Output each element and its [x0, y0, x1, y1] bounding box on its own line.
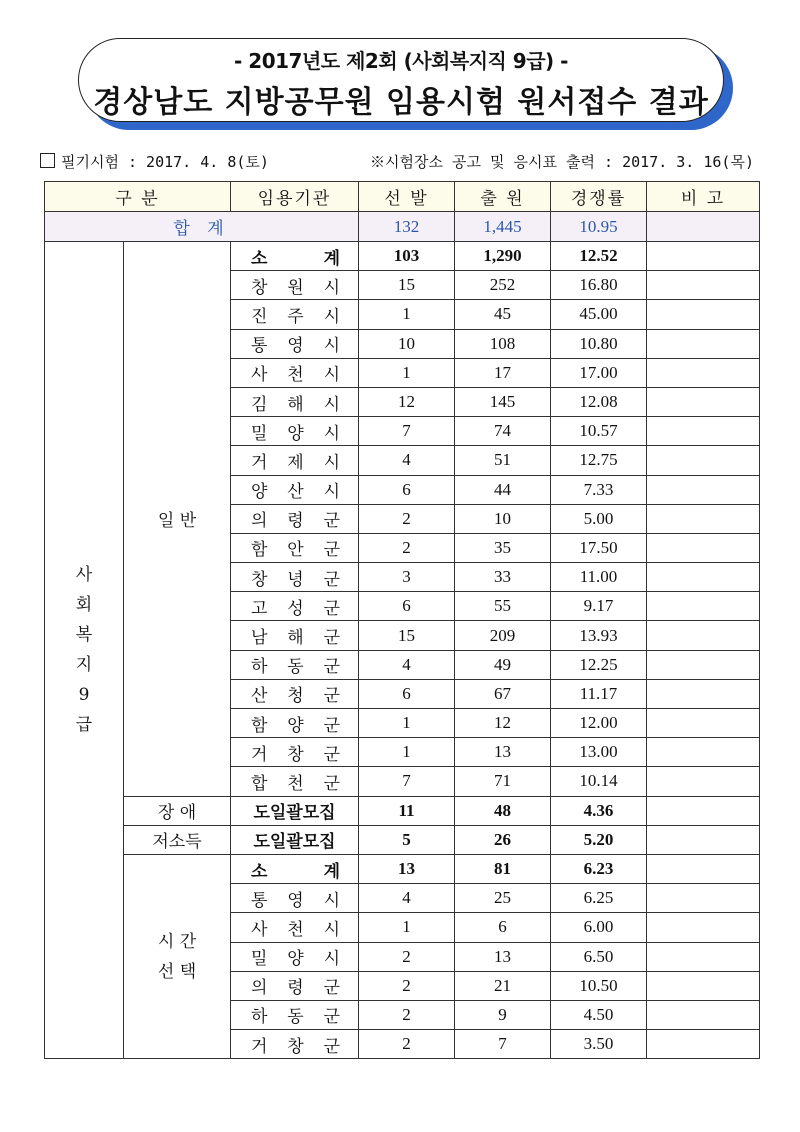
checkbox-icon [40, 153, 55, 168]
selected-cell: 13 [359, 854, 455, 883]
exam-date-info [40, 151, 269, 172]
total-row [45, 212, 760, 242]
total-applied: 1,445 [455, 212, 551, 242]
category-cell [45, 242, 124, 1059]
agency-cell [231, 650, 359, 679]
table-row [45, 825, 760, 854]
rate-cell: 12.52 [551, 242, 647, 271]
selected-cell: 6 [359, 679, 455, 708]
selected-cell: 103 [359, 242, 455, 271]
agency-cell [231, 971, 359, 1000]
selected-cell: 11 [359, 796, 455, 825]
applied-cell: 44 [455, 475, 551, 504]
applied-cell: 25 [455, 884, 551, 913]
selected-cell: 1 [359, 300, 455, 329]
selected-cell: 2 [359, 1030, 455, 1059]
agency-cell [231, 300, 359, 329]
remarks-cell [647, 825, 760, 854]
rate-cell: 12.08 [551, 387, 647, 416]
applied-cell: 17 [455, 358, 551, 387]
remarks-cell [647, 329, 760, 358]
agency-cell [231, 475, 359, 504]
agency-cell [231, 592, 359, 621]
applied-cell: 209 [455, 621, 551, 650]
group-parttime-line1: 시 간 [157, 931, 197, 952]
agency-cell [231, 884, 359, 913]
agency-cell: 도일괄모집 [231, 796, 359, 825]
rate-cell: 7.33 [551, 475, 647, 504]
remarks-cell [647, 650, 760, 679]
applied-cell: 13 [455, 942, 551, 971]
applied-cell: 33 [455, 563, 551, 592]
agency-name: 양 산 시 [251, 482, 340, 503]
remarks-cell [647, 621, 760, 650]
header-selected: 선 발 [359, 182, 455, 212]
group-parttime [124, 854, 231, 1058]
rate-cell: 6.00 [551, 913, 647, 942]
rate-cell: 9.17 [551, 592, 647, 621]
applied-cell: 26 [455, 825, 551, 854]
selected-cell: 6 [359, 592, 455, 621]
applied-cell: 71 [455, 767, 551, 796]
rate-cell: 11.00 [551, 563, 647, 592]
selected-cell: 1 [359, 709, 455, 738]
selected-cell: 4 [359, 884, 455, 913]
rate-cell: 17.50 [551, 533, 647, 562]
page-title: 경상남도 지방공무원 임용시험 원서접수 결과 [93, 85, 709, 120]
applied-cell: 35 [455, 533, 551, 562]
remarks-cell [647, 417, 760, 446]
agency-name: 밀 양 시 [251, 949, 340, 970]
agency-name: 고 성 군 [251, 598, 340, 619]
rate-cell: 17.00 [551, 358, 647, 387]
rate-cell: 45.00 [551, 300, 647, 329]
selected-cell: 15 [359, 621, 455, 650]
total-rate: 10.95 [551, 212, 647, 242]
selected-cell: 7 [359, 417, 455, 446]
applied-cell: 108 [455, 329, 551, 358]
agency-name: 진 주 시 [251, 306, 340, 327]
applied-cell: 21 [455, 971, 551, 1000]
remarks-cell [647, 533, 760, 562]
rate-cell: 10.14 [551, 767, 647, 796]
remarks-cell [647, 738, 760, 767]
title-subtitle: - 2017년도 제2회 (사회복지직 9급) - [234, 49, 568, 73]
selected-cell: 1 [359, 738, 455, 767]
agency-name: 함 양 군 [251, 715, 340, 736]
rate-cell: 6.50 [551, 942, 647, 971]
applied-cell: 51 [455, 446, 551, 475]
total-remarks [647, 212, 760, 242]
selected-cell: 2 [359, 504, 455, 533]
selected-cell: 6 [359, 475, 455, 504]
rate-cell: 16.80 [551, 271, 647, 300]
rate-cell: 4.36 [551, 796, 647, 825]
applied-cell: 12 [455, 709, 551, 738]
rate-cell: 5.20 [551, 825, 647, 854]
rate-cell: 13.00 [551, 738, 647, 767]
rate-cell: 6.23 [551, 854, 647, 883]
agency-cell [231, 358, 359, 387]
agency-cell [231, 329, 359, 358]
applied-cell: 7 [455, 1030, 551, 1059]
selected-cell: 2 [359, 971, 455, 1000]
remarks-cell [647, 242, 760, 271]
agency-cell [231, 738, 359, 767]
applied-cell: 1,290 [455, 242, 551, 271]
applied-cell: 81 [455, 854, 551, 883]
total-label: 합 계 [45, 212, 359, 242]
remarks-cell [647, 592, 760, 621]
header-category: 구 분 [45, 182, 231, 212]
remarks-cell [647, 563, 760, 592]
agency-cell [231, 563, 359, 592]
remarks-cell [647, 504, 760, 533]
remarks-cell [647, 271, 760, 300]
selected-cell: 2 [359, 942, 455, 971]
agency-name: 사 천 시 [251, 919, 340, 940]
applied-cell: 67 [455, 679, 551, 708]
rate-cell: 10.50 [551, 971, 647, 1000]
table-row [45, 796, 760, 825]
group-general: 일 반 [124, 242, 231, 797]
exam-date-text: 필기시험 : 2017. 4. 8(토) [61, 153, 269, 171]
header-agency: 임용기관 [231, 182, 359, 212]
selected-cell: 15 [359, 271, 455, 300]
remarks-cell [647, 884, 760, 913]
selected-cell: 12 [359, 387, 455, 416]
remarks-cell [647, 679, 760, 708]
applied-cell: 145 [455, 387, 551, 416]
remarks-cell [647, 913, 760, 942]
remarks-cell [647, 1030, 760, 1059]
selected-cell: 10 [359, 329, 455, 358]
remarks-cell [647, 709, 760, 738]
selected-cell: 7 [359, 767, 455, 796]
selected-cell: 4 [359, 446, 455, 475]
rate-cell: 4.50 [551, 1000, 647, 1029]
agency-name: 하 동 군 [251, 657, 340, 678]
rate-cell: 5.00 [551, 504, 647, 533]
agency-name: 소 계 [251, 861, 340, 882]
agency-cell [231, 242, 359, 271]
agency-name: 함 안 군 [251, 540, 340, 561]
agency-cell [231, 942, 359, 971]
agency-name: 창 원 시 [251, 277, 340, 298]
selected-cell: 5 [359, 825, 455, 854]
agency-cell [231, 621, 359, 650]
remarks-cell [647, 475, 760, 504]
agency-name: 통 영 시 [251, 336, 340, 357]
agency-name: 밀 양 시 [251, 423, 340, 444]
agency-cell [231, 679, 359, 708]
remarks-cell [647, 1000, 760, 1029]
table-header-row [45, 182, 760, 212]
remarks-cell [647, 387, 760, 416]
group-parttime-line2: 선 택 [157, 961, 197, 982]
agency-cell [231, 854, 359, 883]
header-remarks: 비 고 [647, 182, 760, 212]
applied-cell: 49 [455, 650, 551, 679]
rate-cell: 3.50 [551, 1030, 647, 1059]
applied-cell: 45 [455, 300, 551, 329]
agency-cell [231, 709, 359, 738]
remarks-cell [647, 942, 760, 971]
agency-cell [231, 504, 359, 533]
selected-cell: 1 [359, 913, 455, 942]
selected-cell: 4 [359, 650, 455, 679]
remarks-cell [647, 300, 760, 329]
remarks-cell [647, 358, 760, 387]
agency-name: 하 동 군 [251, 1007, 340, 1028]
table-row [45, 242, 760, 271]
rate-cell: 12.75 [551, 446, 647, 475]
agency-cell [231, 387, 359, 416]
remarks-cell [647, 971, 760, 1000]
remarks-cell [647, 796, 760, 825]
agency-cell [231, 271, 359, 300]
rate-cell: 13.93 [551, 621, 647, 650]
group-lowincome: 저소득 [124, 825, 231, 854]
rate-cell: 11.17 [551, 679, 647, 708]
selected-cell: 1 [359, 358, 455, 387]
agency-name: 창 녕 군 [251, 569, 340, 590]
agency-cell [231, 446, 359, 475]
rate-cell: 12.25 [551, 650, 647, 679]
header-applied: 출 원 [455, 182, 551, 212]
category-label: 사 회 복 지 9 급 [75, 565, 93, 736]
results-table [44, 181, 760, 1059]
table-row [45, 854, 760, 883]
agency-cell [231, 913, 359, 942]
applied-cell: 6 [455, 913, 551, 942]
applied-cell: 13 [455, 738, 551, 767]
group-disabled: 장 애 [124, 796, 231, 825]
agency-cell [231, 533, 359, 562]
applied-cell: 10 [455, 504, 551, 533]
applied-cell: 55 [455, 592, 551, 621]
rate-cell: 6.25 [551, 884, 647, 913]
agency-name: 통 영 시 [251, 890, 340, 911]
agency-name: 김 해 시 [251, 394, 340, 415]
title-banner [78, 38, 724, 122]
rate-cell: 10.80 [551, 329, 647, 358]
header-rate: 경쟁률 [551, 182, 647, 212]
agency-name: 합 천 군 [251, 773, 340, 794]
agency-name: 남 해 군 [251, 628, 340, 649]
agency-name: 거 창 군 [251, 1036, 340, 1057]
remarks-cell [647, 854, 760, 883]
agency-name: 사 천 시 [251, 365, 340, 386]
selected-cell: 2 [359, 533, 455, 562]
agency-cell: 도일괄모집 [231, 825, 359, 854]
agency-name: 의 령 군 [251, 978, 340, 999]
rate-cell: 12.00 [551, 709, 647, 738]
agency-cell [231, 417, 359, 446]
applied-cell: 252 [455, 271, 551, 300]
agency-cell [231, 1030, 359, 1059]
applied-cell: 9 [455, 1000, 551, 1029]
remarks-cell [647, 767, 760, 796]
notice-date-text: ※시험장소 공고 및 응시표 출력 : 2017. 3. 16(목) [370, 153, 754, 171]
agency-cell [231, 1000, 359, 1029]
agency-name: 소 계 [251, 248, 340, 269]
selected-cell: 3 [359, 563, 455, 592]
applied-cell: 74 [455, 417, 551, 446]
agency-cell [231, 767, 359, 796]
agency-name: 거 창 군 [251, 744, 340, 765]
agency-name: 의 령 군 [251, 511, 340, 532]
rate-cell: 10.57 [551, 417, 647, 446]
remarks-cell [647, 446, 760, 475]
selected-cell: 2 [359, 1000, 455, 1029]
agency-name: 산 청 군 [251, 686, 340, 707]
agency-name: 거 제 시 [251, 452, 340, 473]
applied-cell: 48 [455, 796, 551, 825]
total-selected: 132 [359, 212, 455, 242]
